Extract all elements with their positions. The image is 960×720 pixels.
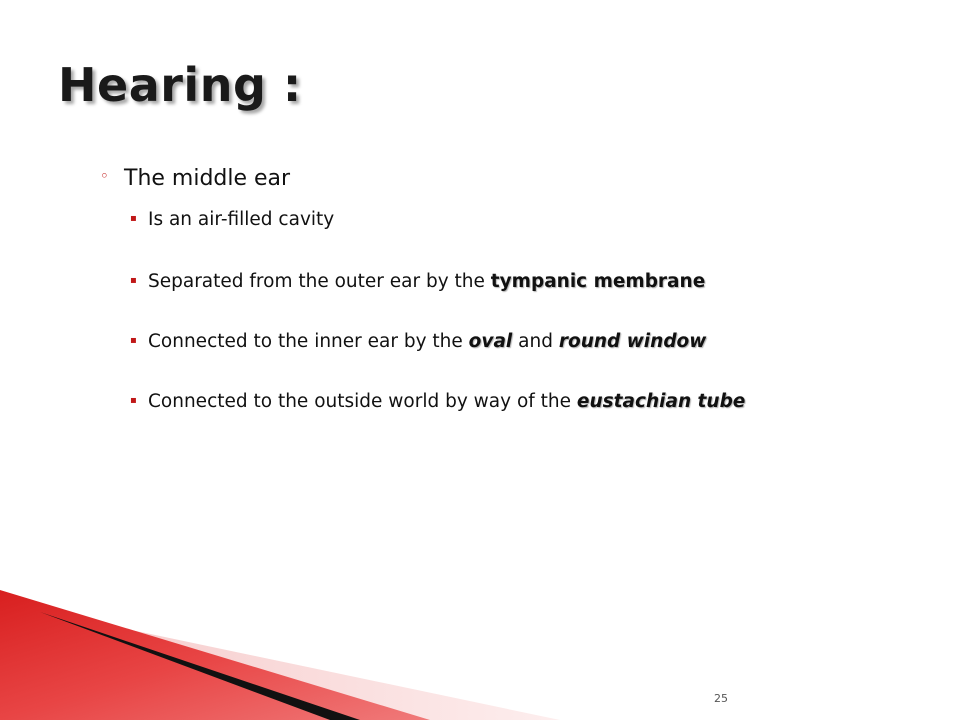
square-bullet-icon: ▪ [130,395,137,406]
bullet-item-1 [130,209,334,230]
square-bullet-icon: ▪ [130,335,137,346]
bullet-item-4 [130,391,745,412]
emphasis-text: eustachian tube [576,391,746,412]
emphasis-text: oval [468,331,513,352]
bullet-item-2 [130,271,705,292]
bullet-item-text: Is an air-filled cavity [148,209,335,230]
bullet-item-3 [130,331,706,352]
square-bullet-icon: ▪ [130,213,137,224]
emphasis-text: tympanic membrane [490,271,706,292]
bullet-level1 [100,166,290,191]
bullet-item-text: Connected to the outside world by way of the [148,391,577,412]
page-number: 25 [714,692,728,705]
bullet-item-text: and [512,331,559,352]
decorative-corner-swoosh [0,590,960,720]
emphasis-text: round window [558,331,707,352]
square-bullet-icon: ▪ [130,275,137,286]
bullet-level1-text: The middle ear [124,166,291,191]
red-swoosh [0,590,430,720]
slide-title: Hearing : [58,58,302,112]
bullet-item-text: Separated from the outer ear by the [148,271,491,292]
bullet-item-text: Connected to the inner ear by the [148,331,469,352]
circle-bullet-icon: ◦ [100,167,109,185]
